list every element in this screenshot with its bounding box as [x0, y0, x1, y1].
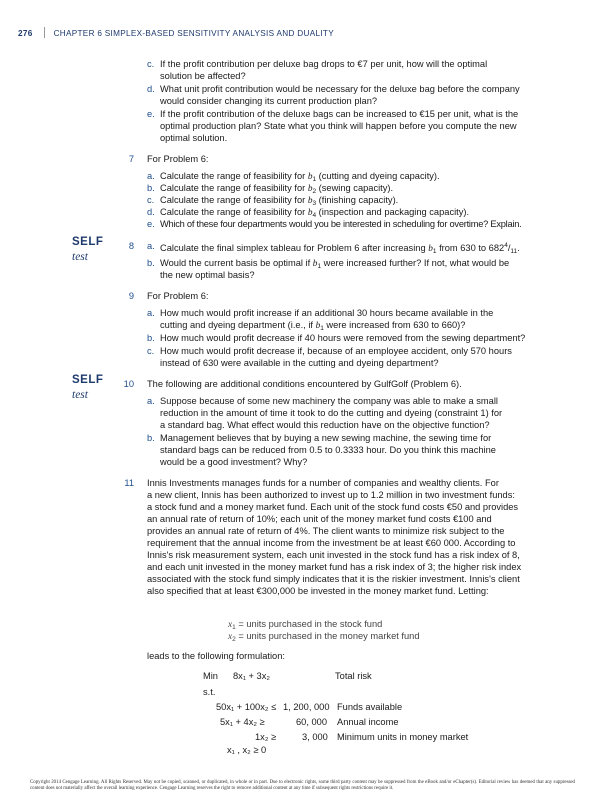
p11-line1: Innis Investments manages funds for a number of companies and wealthy clients. For [147, 478, 499, 488]
p11-line10: also specified that at least €300,000 be invested in the money market fund. Letting: [147, 586, 489, 596]
problem-10-number: 10 [123, 379, 134, 389]
p6-e-line3: optimal solution. [160, 133, 228, 143]
self-test-label: SELF [72, 236, 104, 248]
copyright-footer: Copyright 2014 Cengage Learning. All Rights Reserved. May not be copied, scanned, or duplicated, in whole or in part. Due to electronic rights, some third party content may be suppressed from the eBook and/or eChapter(s). Editorial review has deemed that any suppressed content does not materially affect the overall learning experience. Cengage Learning reserves the right to remove additional content at any time if subsequent rights restrictions require it. [30, 780, 575, 791]
p9-b-label: b. [147, 333, 155, 343]
form-c1-lhs: 50x₁ + 100x₂ ≤ [216, 702, 277, 712]
p6-c-line2: solution be affected? [160, 71, 246, 81]
p7-b-label: b. [147, 183, 155, 193]
form-objective: 8x₁ + 3x₂ [233, 671, 270, 681]
form-c1-rhs: 1, 200, 000 [283, 702, 330, 712]
def-x2: $x_2$ = units purchased in the money market fund [228, 631, 420, 643]
chapter-title: CHAPTER 6 SIMPLEX-BASED SENSITIVITY ANALYSIS AND DUALITY [53, 29, 334, 38]
form-c3-rhs: 3, 000 [302, 732, 328, 742]
p7-b-text: Calculate the range of feasibility for $b_2$ (sewing capacity). [160, 183, 394, 195]
p10-b-line3: would be a good investment? Why? [160, 457, 308, 467]
p9-a-label: a. [147, 308, 155, 318]
p6-c-line1: If the profit contribution per deluxe bag drops to €7 per unit, how will the optimal [160, 59, 488, 69]
p10-b-line1: Management believes that by buying a new sewing machine, the sewing time for [160, 433, 492, 443]
p10-a-line1: Suppose because of some new machinery the company was able to make a small [160, 396, 498, 406]
p11-line9: associated with the stock fund simply indicates that it is the riskier investment. Innis's client [147, 574, 520, 584]
p9-b-text: How much would profit decrease if 40 hours were removed from the sewing department? [160, 333, 526, 343]
p9-a-line2: cutting and dyeing department (i.e., if $b_1$ were increased from 630 to 660)? [160, 320, 466, 332]
p6-d-line1: What unit profit contribution would be necessary for the deluxe bag before the company [160, 84, 520, 94]
p8-b-line2: the new optimal basis? [160, 270, 255, 280]
form-min: Min [203, 671, 218, 681]
p10-a-line2: reduction in the amount of time it took to do the cutting and dyeing (constraint 1) for [160, 408, 503, 418]
form-c1-label: Funds available [337, 702, 403, 712]
p6-c-label: c. [147, 59, 155, 69]
p10-a-line3: a standard bag. What effect would this reduction have on the objective function? [160, 420, 490, 430]
form-c2-lhs: 5x₁ + 4x₂ ≥ [220, 717, 265, 727]
form-nonneg: x₁ , x₂ ≥ 0 [227, 745, 267, 755]
p7-intro: For Problem 6: [147, 154, 209, 164]
p7-a-label: a. [147, 171, 155, 181]
leads-text: leads to the following formulation: [147, 651, 285, 661]
p8-a-text: Calculate the final simplex tableau for Problem 6 after increasing $b_1$ from 630 to $682^4/_{11}$. [160, 242, 520, 255]
p7-a-text: Calculate the range of feasibility for $b_1$ (cutting and dyeing capacity). [160, 171, 440, 183]
p6-e-label: e. [147, 109, 155, 119]
p6-d-line2: would consider changing its current production plan? [160, 96, 378, 106]
p10-a-label: a. [147, 396, 155, 406]
def-x1: $x_1$ = units purchased in the stock fund [228, 619, 383, 631]
p9-c-line1: How much would profit decrease if, because of an employee accident, only 570 hours [160, 346, 512, 356]
page-header [18, 27, 334, 40]
form-st: s.t. [203, 687, 216, 697]
p8-b-text: Would the current basis be optimal if $b_1$ were increased further? If not, what would be [160, 258, 510, 270]
p11-line3: a stock fund and a money market fund. Each unit of the stock fund costs €50 and provides [147, 502, 519, 512]
p7-d-label: d. [147, 207, 155, 217]
p10-b-line2: standard bags can be reduced from 0.5 to 0.3333 hour. Do you think this machine [160, 445, 496, 455]
p9-a-line1: How much would profit increase if an additional 30 hours became available in the [160, 308, 494, 318]
p7-d-text: Calculate the range of feasibility for $b_4$ (inspection and packaging capacity). [160, 207, 470, 219]
p7-c-label: c. [147, 195, 155, 205]
p9-c-label: c. [147, 346, 155, 356]
header-divider [44, 27, 45, 38]
form-c3-label: Minimum units in money market [337, 732, 469, 742]
p10-intro: The following are additional conditions encountered by GulfGolf (Problem 6). [147, 379, 462, 389]
p11-line2: a new client, Innis has been authorized to invest up to 1.2 million in two investment funds: [147, 490, 515, 500]
p11-line6: requirement that the annual income from the investment be at least €60 000. According to [147, 538, 516, 548]
form-c3-lhs: 1x₂ ≥ [255, 732, 277, 742]
p11-line8: and each unit invested in the money market fund has a risk index of 3; the higher risk index [147, 562, 522, 572]
form-c2-label: Annual income [337, 717, 399, 727]
problem-8-number: 8 [128, 241, 134, 251]
p6-d-label: d. [147, 84, 155, 94]
p7-e-label: e. [147, 219, 155, 229]
self-test-sublabel-2: test [72, 389, 88, 401]
p6-e-line2: optimal production plan? State what you think will happen before you compute the new [160, 121, 517, 131]
self-test-sublabel: test [72, 251, 88, 263]
p11-line5: provides an annual rate of return of 4%. The client wants to minimize risk subject to the [147, 526, 505, 536]
p9-c-line2: instead of 630 were available in the cutting and dyeing department? [160, 358, 439, 368]
p10-b-label: b. [147, 433, 155, 443]
p9-intro: For Problem 6: [147, 291, 209, 301]
problem-11-number: 11 [124, 478, 134, 488]
self-test-label-2: SELF [72, 374, 104, 386]
p7-e-text: Which of these four departments would you be interested in scheduling for overtime? Explain. [160, 219, 522, 229]
form-c2-rhs: 60, 000 [296, 717, 328, 727]
form-objective-label: Total risk [335, 671, 372, 681]
p11-line4: an annual rate of return of 10%; each unit of the money market fund costs €100 and [147, 514, 492, 524]
p6-e-line1: If the profit contribution of the deluxe bags can be increased to €15 per unit, what is the [160, 109, 519, 119]
p11-line7: Innis's risk measurement system, each unit invested in the stock fund has a risk index of 8, [147, 550, 520, 560]
p7-c-text: Calculate the range of feasibility for $b_3$ (finishing capacity). [160, 195, 399, 207]
problem-9-number: 9 [128, 291, 134, 301]
p8-b-label: b. [147, 258, 155, 268]
p8-a-label: a. [147, 241, 155, 251]
page-number: 276 [18, 29, 33, 38]
problem-7-number: 7 [128, 154, 134, 164]
